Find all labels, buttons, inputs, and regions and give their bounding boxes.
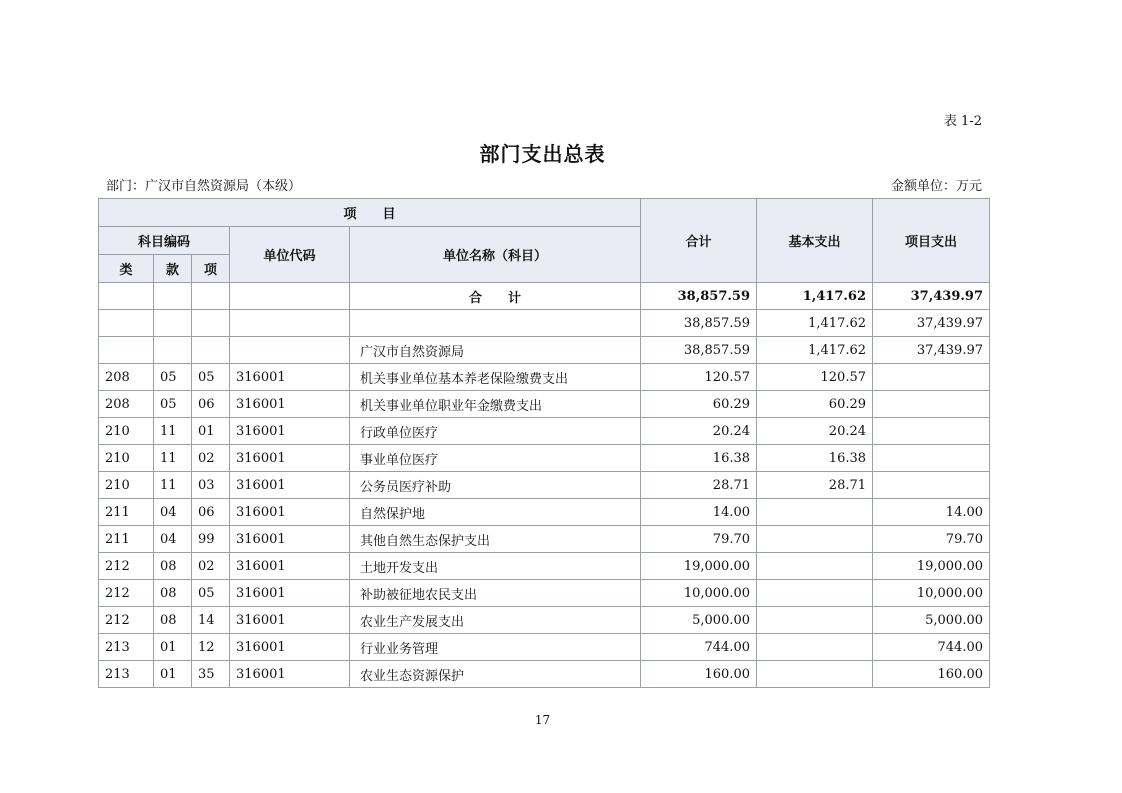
cell-entry: 05 xyxy=(192,364,230,391)
cell-section: 04 xyxy=(154,499,192,526)
unit-project: 37,439.97 xyxy=(873,337,990,364)
cell-section: 01 xyxy=(154,634,192,661)
cell-project: 10,000.00 xyxy=(873,580,990,607)
total-label: 合 计 xyxy=(350,283,641,310)
cell-entry: 14 xyxy=(192,607,230,634)
table-row xyxy=(99,499,990,526)
cell-entry: 03 xyxy=(192,472,230,499)
table-body xyxy=(99,283,990,688)
cell-project xyxy=(873,364,990,391)
unit-basic: 1,417.62 xyxy=(757,337,873,364)
header-item: 项 目 xyxy=(99,199,641,227)
total-row xyxy=(99,283,990,310)
table-header xyxy=(99,199,990,283)
table-row xyxy=(99,526,990,553)
table-row xyxy=(99,580,990,607)
header-total: 合计 xyxy=(641,199,757,283)
header-unit-name: 单位名称（科目） xyxy=(350,227,641,283)
cell-section: 08 xyxy=(154,580,192,607)
subtotal-basic: 1,417.62 xyxy=(757,310,873,337)
cell-section: 08 xyxy=(154,553,192,580)
cell-basic: 16.38 xyxy=(757,445,873,472)
cell-subject-name: 农业生态资源保护 xyxy=(350,661,641,688)
cell-subject-name: 土地开发支出 xyxy=(350,553,641,580)
table-row xyxy=(99,661,990,688)
table-row xyxy=(99,607,990,634)
cell-project xyxy=(873,445,990,472)
cell-unit-code: 316001 xyxy=(230,364,350,391)
cell-class: 212 xyxy=(99,553,154,580)
cell-total: 19,000.00 xyxy=(641,553,757,580)
subtotal-amount: 38,857.59 xyxy=(641,310,757,337)
cell-entry: 35 xyxy=(192,661,230,688)
cell-total: 20.24 xyxy=(641,418,757,445)
cell-project: 160.00 xyxy=(873,661,990,688)
header-section: 款 xyxy=(154,255,192,283)
cell-entry: 99 xyxy=(192,526,230,553)
unit-total: 38,857.59 xyxy=(641,337,757,364)
cell-subject-name: 其他自然生态保护支出 xyxy=(350,526,641,553)
cell-subject-name: 机关事业单位基本养老保险缴费支出 xyxy=(350,364,641,391)
cell-unit-code: 316001 xyxy=(230,472,350,499)
cell-subject-name: 行政单位医疗 xyxy=(350,418,641,445)
cell-unit-code: 316001 xyxy=(230,634,350,661)
cell-basic: 20.24 xyxy=(757,418,873,445)
unit-row xyxy=(99,337,990,364)
cell-entry: 01 xyxy=(192,418,230,445)
cell-total: 28.71 xyxy=(641,472,757,499)
cell-unit-code: 316001 xyxy=(230,607,350,634)
unit-name: 广汉市自然资源局 xyxy=(350,337,641,364)
cell-unit-code: 316001 xyxy=(230,661,350,688)
table-row xyxy=(99,445,990,472)
cell-entry: 06 xyxy=(192,499,230,526)
cell-project: 14.00 xyxy=(873,499,990,526)
cell-total: 79.70 xyxy=(641,526,757,553)
total-project: 37,439.97 xyxy=(873,283,990,310)
cell-project xyxy=(873,472,990,499)
cell-project: 19,000.00 xyxy=(873,553,990,580)
cell-total: 120.57 xyxy=(641,364,757,391)
cell-entry: 02 xyxy=(192,553,230,580)
table-row xyxy=(99,391,990,418)
cell-section: 05 xyxy=(154,364,192,391)
cell-basic xyxy=(757,661,873,688)
page-number: 17 xyxy=(534,713,551,727)
subtotal-row xyxy=(99,310,990,337)
cell-total: 10,000.00 xyxy=(641,580,757,607)
cell-entry: 06 xyxy=(192,391,230,418)
cell-basic: 60.29 xyxy=(757,391,873,418)
total-basic: 1,417.62 xyxy=(757,283,873,310)
cell-entry: 02 xyxy=(192,445,230,472)
department-label: 部门：广汉市自然资源局（本级） xyxy=(106,179,302,194)
cell-basic: 120.57 xyxy=(757,364,873,391)
header-unit-code: 单位代码 xyxy=(230,227,350,283)
cell-total: 744.00 xyxy=(641,634,757,661)
subtotal-project: 37,439.97 xyxy=(873,310,990,337)
cell-total: 14.00 xyxy=(641,499,757,526)
expenditure-table xyxy=(98,198,990,688)
cell-class: 211 xyxy=(99,526,154,553)
cell-project xyxy=(873,391,990,418)
cell-class: 213 xyxy=(99,661,154,688)
cell-class: 210 xyxy=(99,472,154,499)
cell-unit-code: 316001 xyxy=(230,553,350,580)
cell-subject-name: 自然保护地 xyxy=(350,499,641,526)
cell-class: 211 xyxy=(99,499,154,526)
cell-unit-code: 316001 xyxy=(230,418,350,445)
total-amount: 38,857.59 xyxy=(641,283,757,310)
cell-subject-name: 机关事业单位职业年金缴费支出 xyxy=(350,391,641,418)
cell-class: 212 xyxy=(99,607,154,634)
cell-class: 208 xyxy=(99,364,154,391)
page-title: 部门支出总表 xyxy=(479,142,606,166)
cell-project: 79.70 xyxy=(873,526,990,553)
table-row xyxy=(99,418,990,445)
cell-section: 11 xyxy=(154,445,192,472)
cell-project: 5,000.00 xyxy=(873,607,990,634)
cell-basic xyxy=(757,526,873,553)
cell-basic xyxy=(757,580,873,607)
cell-project: 744.00 xyxy=(873,634,990,661)
cell-section: 05 xyxy=(154,391,192,418)
cell-total: 160.00 xyxy=(641,661,757,688)
header-class: 类 xyxy=(99,255,154,283)
header-entry: 项 xyxy=(192,255,230,283)
header-project: 项目支出 xyxy=(873,199,990,283)
cell-entry: 12 xyxy=(192,634,230,661)
cell-section: 08 xyxy=(154,607,192,634)
cell-unit-code: 316001 xyxy=(230,445,350,472)
cell-entry: 05 xyxy=(192,580,230,607)
cell-unit-code: 316001 xyxy=(230,526,350,553)
cell-class: 210 xyxy=(99,418,154,445)
cell-total: 16.38 xyxy=(641,445,757,472)
amount-unit-label: 金额单位：万元 xyxy=(890,179,982,194)
table-row xyxy=(99,364,990,391)
cell-unit-code: 316001 xyxy=(230,499,350,526)
cell-basic xyxy=(757,553,873,580)
cell-basic xyxy=(757,607,873,634)
cell-section: 04 xyxy=(154,526,192,553)
cell-subject-name: 事业单位医疗 xyxy=(350,445,641,472)
header-basic: 基本支出 xyxy=(757,199,873,283)
cell-project xyxy=(873,418,990,445)
table-number: 表 1-2 xyxy=(943,114,982,129)
cell-subject-name: 补助被征地农民支出 xyxy=(350,580,641,607)
cell-subject-name: 行业业务管理 xyxy=(350,634,641,661)
cell-unit-code: 316001 xyxy=(230,580,350,607)
cell-subject-name: 公务员医疗补助 xyxy=(350,472,641,499)
cell-total: 60.29 xyxy=(641,391,757,418)
cell-section: 01 xyxy=(154,661,192,688)
table-row xyxy=(99,553,990,580)
cell-basic: 28.71 xyxy=(757,472,873,499)
cell-class: 212 xyxy=(99,580,154,607)
header-subject-code: 科目编码 xyxy=(99,227,230,255)
table-row xyxy=(99,472,990,499)
cell-section: 11 xyxy=(154,418,192,445)
cell-class: 213 xyxy=(99,634,154,661)
cell-basic xyxy=(757,499,873,526)
cell-subject-name: 农业生产发展支出 xyxy=(350,607,641,634)
cell-total: 5,000.00 xyxy=(641,607,757,634)
table-row xyxy=(99,634,990,661)
cell-class: 210 xyxy=(99,445,154,472)
cell-unit-code: 316001 xyxy=(230,391,350,418)
cell-class: 208 xyxy=(99,391,154,418)
cell-section: 11 xyxy=(154,472,192,499)
cell-basic xyxy=(757,634,873,661)
